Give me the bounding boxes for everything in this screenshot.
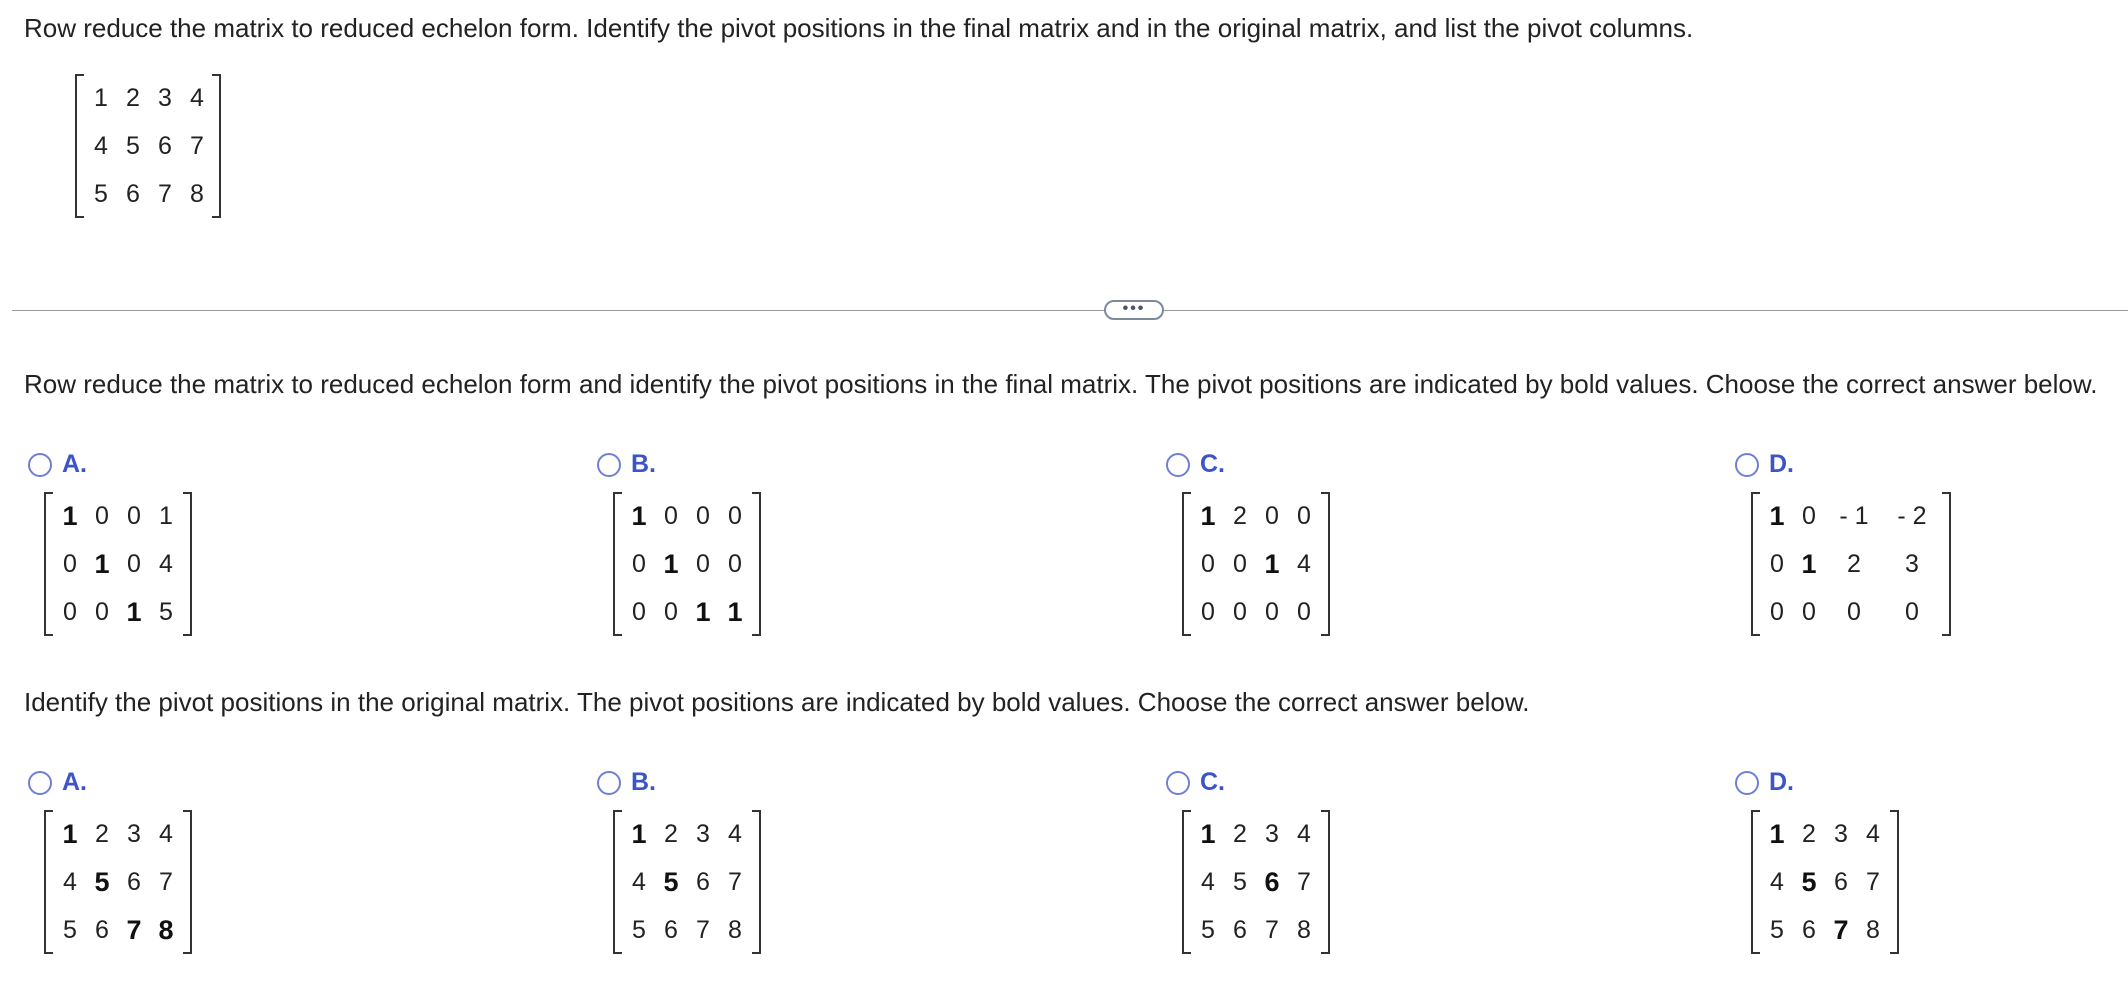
- matrix-cell: 0: [728, 550, 742, 578]
- pivot-cell: 1: [631, 501, 647, 531]
- matrix-row: [1182, 906, 1330, 954]
- matrix-cell: 3: [696, 820, 710, 848]
- matrix-cell: 5: [94, 180, 108, 208]
- part2-option-c[interactable]: [1166, 768, 1225, 797]
- matrix-cell: 0: [1770, 598, 1784, 626]
- matrix-row: [1182, 810, 1330, 858]
- matrix-cell: - 1: [1839, 502, 1869, 530]
- matrix-row: [613, 810, 761, 858]
- pivot-cell: 1: [727, 597, 743, 627]
- matrix-cell: 2: [1233, 502, 1247, 530]
- matrix-cell: 6: [158, 132, 172, 160]
- matrix-cell: 3: [1905, 550, 1919, 578]
- matrix-cell: 0: [1233, 598, 1247, 626]
- matrix-row: [44, 540, 192, 588]
- matrix-cell: 5: [1201, 916, 1215, 944]
- part2-option-a[interactable]: [28, 768, 87, 797]
- matrix-cell: 0: [664, 598, 678, 626]
- matrix-cell: 7: [190, 132, 204, 160]
- pivot-cell: 1: [62, 819, 78, 849]
- matrix-cell: 8: [1866, 916, 1880, 944]
- pivot-cell: 1: [1200, 501, 1216, 531]
- matrix-row: [44, 858, 192, 906]
- part2-option-d[interactable]: [1735, 768, 1794, 797]
- matrix-cell: 0: [1201, 550, 1215, 578]
- option-label: A.: [62, 768, 87, 796]
- part2-option-a-matrix: [44, 810, 192, 954]
- matrix-cell: 0: [1265, 502, 1279, 530]
- radio-button[interactable]: [597, 771, 621, 795]
- radio-button[interactable]: [1735, 453, 1759, 477]
- part1-option-c-matrix: [1182, 492, 1330, 636]
- matrix-cell: 0: [632, 550, 646, 578]
- matrix-cell: 7: [1297, 868, 1311, 896]
- matrix-cell: 0: [696, 502, 710, 530]
- part1-option-c[interactable]: [1166, 450, 1225, 479]
- matrix-cell: 0: [95, 598, 109, 626]
- option-label: B.: [631, 768, 656, 796]
- matrix-row: [613, 906, 761, 954]
- part2-option-d-matrix: [1751, 810, 1899, 954]
- matrix-cell: 0: [1201, 598, 1215, 626]
- matrix-cell: 7: [159, 868, 173, 896]
- matrix-cell: 0: [1770, 550, 1784, 578]
- matrix-cell: 5: [126, 132, 140, 160]
- option-label: B.: [631, 450, 656, 478]
- matrix-cell: 5: [1770, 916, 1784, 944]
- matrix-row: [613, 588, 761, 636]
- option-label: A.: [62, 450, 87, 478]
- pivot-cell: 1: [663, 549, 679, 579]
- matrix-cell: 5: [63, 916, 77, 944]
- matrix-cell: 6: [664, 916, 678, 944]
- pivot-cell: 1: [1769, 501, 1785, 531]
- matrix-cell: 5: [632, 916, 646, 944]
- matrix-row: [75, 74, 221, 122]
- matrix-cell: 0: [95, 502, 109, 530]
- matrix-cell: 5: [159, 598, 173, 626]
- matrix-cell: 0: [696, 550, 710, 578]
- matrix-cell: 6: [1802, 916, 1816, 944]
- matrix-cell: 6: [1834, 868, 1848, 896]
- matrix-row: [1751, 492, 1951, 540]
- radio-button[interactable]: [1166, 771, 1190, 795]
- pivot-cell: 5: [94, 867, 110, 897]
- part1-option-a-matrix: [44, 492, 192, 636]
- matrix-cell: 7: [728, 868, 742, 896]
- part1-instruction: Row reduce the matrix to reduced echelon form and identify the pivot positions in the final matrix. The pivot positions are indicated by bold values. Choose the correct answer below.: [24, 369, 2098, 399]
- option-label: D.: [1769, 768, 1794, 796]
- matrix-cell: 3: [1834, 820, 1848, 848]
- matrix-cell: 4: [159, 550, 173, 578]
- matrix-row: [44, 492, 192, 540]
- matrix-cell: 2: [126, 84, 140, 112]
- matrix-cell: 0: [63, 598, 77, 626]
- matrix-row: [44, 588, 192, 636]
- matrix-cell: 2: [1233, 820, 1247, 848]
- matrix-row: [613, 492, 761, 540]
- matrix-row: [1751, 540, 1951, 588]
- radio-button[interactable]: [1735, 771, 1759, 795]
- matrix-cell: 3: [158, 84, 172, 112]
- matrix-cell: 2: [1802, 820, 1816, 848]
- pivot-cell: 1: [94, 549, 110, 579]
- matrix-cell: 0: [127, 550, 141, 578]
- pivot-cell: 1: [695, 597, 711, 627]
- matrix-cell: 0: [728, 502, 742, 530]
- part1-option-d[interactable]: [1735, 450, 1794, 479]
- matrix-cell: 2: [95, 820, 109, 848]
- pivot-cell: 1: [126, 597, 142, 627]
- matrix-row: [1182, 540, 1330, 588]
- matrix-row: [1751, 810, 1899, 858]
- matrix-cell: 6: [1233, 916, 1247, 944]
- matrix-cell: 0: [1802, 598, 1816, 626]
- pivot-cell: 8: [158, 915, 174, 945]
- matrix-cell: 4: [159, 820, 173, 848]
- matrix-row: [1182, 492, 1330, 540]
- matrix-cell: 6: [696, 868, 710, 896]
- matrix-row: [613, 540, 761, 588]
- matrix-cell: 0: [1297, 598, 1311, 626]
- matrix-row: [1182, 588, 1330, 636]
- matrix-cell: 6: [126, 180, 140, 208]
- matrix-cell: 5: [1233, 868, 1247, 896]
- matrix-cell: 0: [1233, 550, 1247, 578]
- matrix-cell: 0: [1265, 598, 1279, 626]
- part1-option-b-matrix: [613, 492, 761, 636]
- matrix-cell: 4: [1201, 868, 1215, 896]
- expand-more-button[interactable]: •••: [1104, 300, 1164, 320]
- matrix-cell: 6: [95, 916, 109, 944]
- matrix-row: [1751, 858, 1899, 906]
- matrix-row: [75, 122, 221, 170]
- matrix-cell: 4: [632, 868, 646, 896]
- question-prompt: Row reduce the matrix to reduced echelon form. Identify the pivot positions in the final matrix and in the original matrix, and list the pivot columns.: [24, 13, 1694, 43]
- part1-option-b[interactable]: [597, 450, 656, 479]
- matrix-cell: 8: [190, 180, 204, 208]
- matrix-row: [44, 810, 192, 858]
- matrix-cell: 4: [1297, 550, 1311, 578]
- matrix-cell: 7: [158, 180, 172, 208]
- option-label: C.: [1200, 768, 1225, 796]
- matrix-cell: 3: [127, 820, 141, 848]
- part2-option-c-matrix: [1182, 810, 1330, 954]
- radio-button[interactable]: [28, 453, 52, 477]
- matrix-cell: 0: [127, 502, 141, 530]
- part2-instruction: Identify the pivot positions in the original matrix. The pivot positions are indicated by bold values. Choose the correct answer below.: [24, 687, 1530, 717]
- matrix-cell: 2: [664, 820, 678, 848]
- part2-option-b-matrix: [613, 810, 761, 954]
- part1-option-d-matrix: [1751, 492, 1951, 636]
- radio-button[interactable]: [597, 453, 621, 477]
- matrix-cell: 4: [1866, 820, 1880, 848]
- matrix-cell: 2: [1847, 550, 1861, 578]
- matrix-cell: 0: [1905, 598, 1919, 626]
- matrix-cell: 7: [1265, 916, 1279, 944]
- matrix-cell: 1: [94, 84, 108, 112]
- radio-button[interactable]: [1166, 453, 1190, 477]
- matrix-cell: 4: [1297, 820, 1311, 848]
- option-label: D.: [1769, 450, 1794, 478]
- matrix-cell: 6: [127, 868, 141, 896]
- matrix-cell: 4: [1770, 868, 1784, 896]
- matrix-cell: 0: [1847, 598, 1861, 626]
- question-matrix: [75, 74, 221, 218]
- matrix-row: [75, 170, 221, 218]
- matrix-cell: 4: [94, 132, 108, 160]
- matrix-cell: 0: [1802, 502, 1816, 530]
- matrix-cell: 1: [159, 502, 173, 530]
- pivot-cell: 1: [62, 501, 78, 531]
- matrix-cell: 7: [1866, 868, 1880, 896]
- matrix-cell: 4: [728, 820, 742, 848]
- matrix-row: [613, 858, 761, 906]
- matrix-row: [1182, 858, 1330, 906]
- pivot-cell: 1: [631, 819, 647, 849]
- matrix-cell: 8: [1297, 916, 1311, 944]
- pivot-cell: 7: [1833, 915, 1849, 945]
- pivot-cell: 7: [126, 915, 142, 945]
- pivot-cell: 6: [1264, 867, 1280, 897]
- matrix-cell: 8: [728, 916, 742, 944]
- option-label: C.: [1200, 450, 1225, 478]
- matrix-cell: 0: [664, 502, 678, 530]
- pivot-cell: 1: [1801, 549, 1817, 579]
- matrix-row: [44, 906, 192, 954]
- matrix-row: [1751, 906, 1899, 954]
- matrix-cell: 0: [632, 598, 646, 626]
- pivot-cell: 5: [663, 867, 679, 897]
- matrix-cell: 3: [1265, 820, 1279, 848]
- pivot-cell: 1: [1200, 819, 1216, 849]
- matrix-cell: 0: [1297, 502, 1311, 530]
- matrix-cell: 4: [190, 84, 204, 112]
- pivot-cell: 1: [1264, 549, 1280, 579]
- part2-option-b[interactable]: [597, 768, 656, 797]
- part1-option-a[interactable]: [28, 450, 87, 479]
- matrix-cell: 0: [63, 550, 77, 578]
- matrix-cell: 7: [696, 916, 710, 944]
- pivot-cell: 5: [1801, 867, 1817, 897]
- matrix-row: [1751, 588, 1951, 636]
- matrix-cell: - 2: [1897, 502, 1927, 530]
- radio-button[interactable]: [28, 771, 52, 795]
- section-divider: [12, 310, 2128, 311]
- matrix-cell: 4: [63, 868, 77, 896]
- pivot-cell: 1: [1769, 819, 1785, 849]
